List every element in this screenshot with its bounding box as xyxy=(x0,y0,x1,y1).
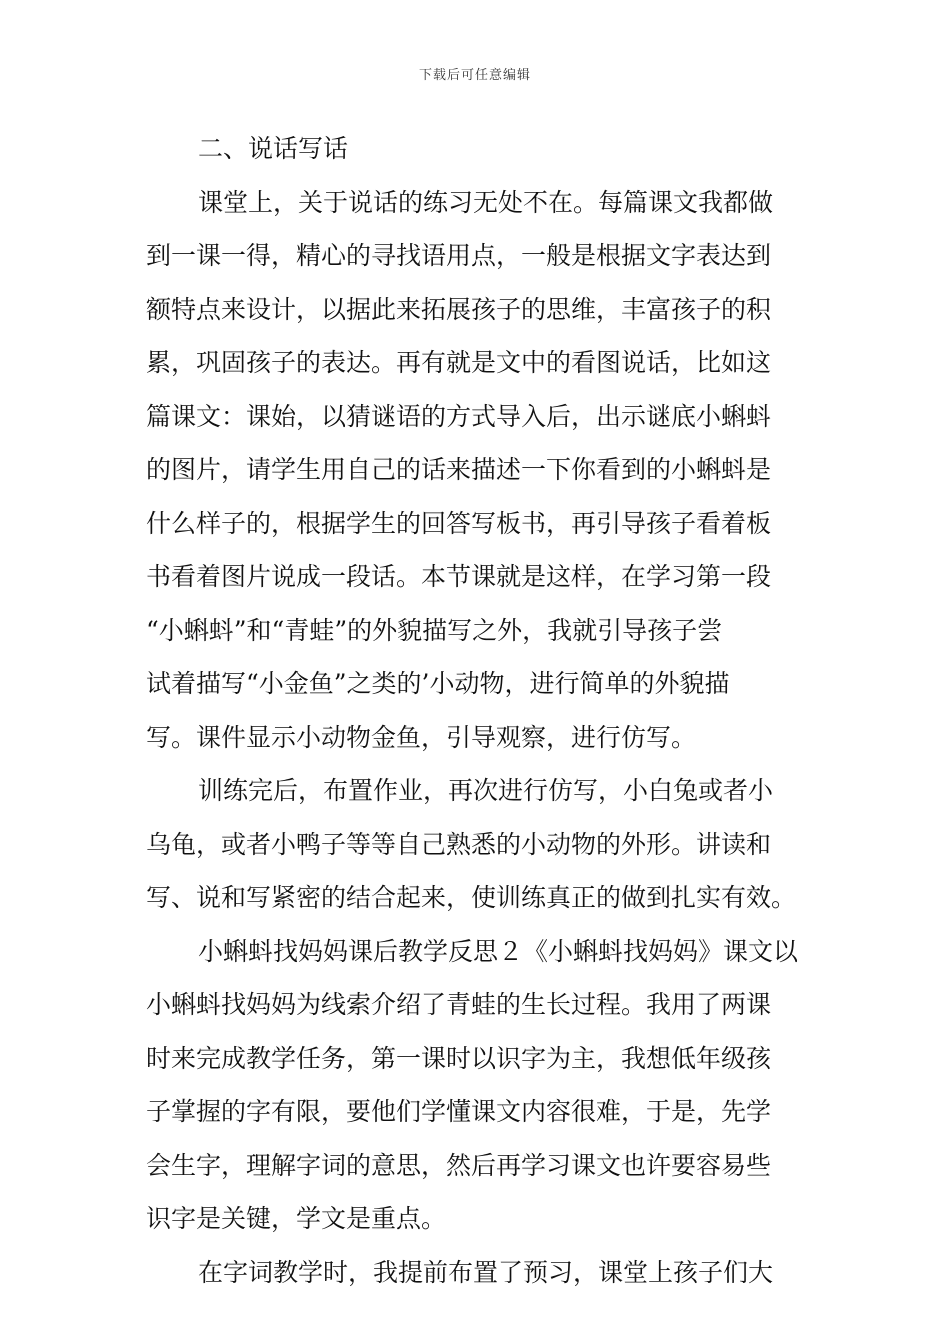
text-line: 课堂上，关于说话的练习无处不在。每篇课文我都做 xyxy=(198,187,774,217)
text-line: 额特点来设计，以据此来拓展孩子的思维，丰富孩子的积 xyxy=(146,294,772,324)
text-line: 子掌握的字有限，要他们学懂课文内容很难，于是，先学 xyxy=(146,1097,772,1126)
text-line: 篇课文：课始，以猜谜语的方式导入后，出示谜底小蝌蚪 xyxy=(146,401,772,431)
text-line: 什么样子的，根据学生的回答写板书，再引导孩子看着板 xyxy=(146,508,772,538)
text-line: 的图片，请学生用自己的话来描述一下你看到的小蝌蚪是 xyxy=(146,455,772,484)
text-line: “小蝌蚪”和“青蛙”的外貌描写之外，我就引导孩子尝 xyxy=(146,615,723,645)
header-note: 下载后可任意编辑 xyxy=(418,68,531,83)
text-line: 写。课件显示小动物金鱼，引导观察，进行仿写。 xyxy=(146,722,697,752)
text-line: 书看着图片说成一段话。本节课就是这样，在学习第一段 xyxy=(146,562,772,591)
text-line: 训练完后，布置作业，再次进行仿写，小白兔或者小 xyxy=(198,776,774,805)
text-line: 时来完成教学任务，第一课时以识字为主，我想低年级孩 xyxy=(146,1043,772,1073)
text-line: 写、说和写紧密的结合起来，使训练真正的做到扎实有效。 xyxy=(146,883,797,912)
text-line: 识字是关键，学文是重点。 xyxy=(146,1204,447,1233)
text-line: 在字词教学时，我提前布置了预习，课堂上孩子们大 xyxy=(198,1257,774,1287)
text-line: 累，巩固孩子的表达。再有就是文中的看图说话，比如这 xyxy=(146,348,772,377)
section-heading: 二、说话写话 xyxy=(198,134,349,163)
text-line: 小蝌蚪找妈妈课后教学反思２《小蝌蚪找妈妈》课文以 xyxy=(198,936,799,966)
text-line: 会生字，理解字词的意思，然后再学习课文也许要容易些 xyxy=(146,1150,772,1180)
text-line: 到一课一得，精心的寻找语用点，一般是根据文字表达到 xyxy=(146,241,772,270)
text-line: 乌龟，或者小鸭子等等自己熟悉的小动物的外形。讲读和 xyxy=(146,829,772,859)
document-body xyxy=(146,122,808,1299)
text-line: 小蝌蚪找妈妈为线索介绍了青蛙的生长过程。我用了两课 xyxy=(146,990,772,1019)
text-line: 试着描写“小金鱼”之类的’小动物，进行简单的外貌描 xyxy=(146,669,730,698)
